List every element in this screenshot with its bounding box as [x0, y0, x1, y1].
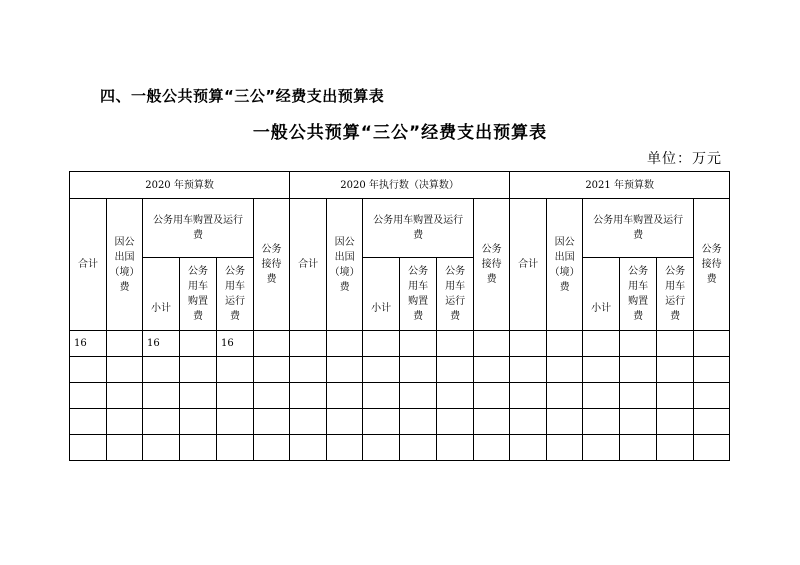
table-cell — [143, 357, 180, 383]
table-cell — [290, 435, 327, 461]
subtotal-header: 小计 — [143, 258, 180, 331]
table-cell — [180, 383, 217, 409]
table-cell — [583, 409, 620, 435]
table-cell — [474, 357, 510, 383]
vehicle-purchase-header — [180, 258, 217, 331]
table-cell — [363, 383, 400, 409]
table-row — [70, 383, 730, 409]
table-cell — [510, 331, 547, 357]
group-header-1: 2020 年执行数（决算数） — [290, 172, 510, 199]
table-cell — [510, 409, 547, 435]
table-cell — [217, 409, 254, 435]
table-cell — [143, 383, 180, 409]
table-cell: 16 — [70, 331, 107, 357]
vehicle-operation-header-line: 用车 — [225, 281, 245, 292]
reception-header-line: 接待 — [701, 259, 722, 270]
vehicle-purchase-header-line: 公务 — [408, 266, 429, 277]
reception-header — [254, 199, 290, 331]
vehicle-operation-header-line: 公务 — [445, 266, 466, 277]
subtotal-header: 小计 — [363, 258, 400, 331]
table-cell — [620, 409, 657, 435]
reception-header-line: 费 — [486, 274, 497, 285]
abroad-header-line: （境） — [329, 266, 360, 278]
table-cell — [180, 331, 217, 357]
vehicle-purchase-header-line: 费 — [633, 311, 644, 322]
vehicle-operation-header-line: 费 — [670, 311, 681, 322]
vehicle-operation-header-line: 费 — [230, 311, 240, 322]
vehicle-header — [363, 199, 474, 258]
abroad-header-line: 因公 — [554, 236, 575, 248]
vehicle-purchase-header-line: 购置 — [188, 296, 208, 307]
group-header-0: 2020 年预算数 — [70, 172, 290, 199]
table-cell — [620, 357, 657, 383]
table-cell — [547, 409, 583, 435]
table-cell — [290, 383, 327, 409]
reception-header-line: 费 — [266, 274, 277, 285]
table-cell — [70, 409, 107, 435]
table-cell — [694, 435, 730, 461]
vehicle-header-line: 费 — [193, 230, 203, 241]
table-cell — [363, 409, 400, 435]
table-cell — [107, 331, 143, 357]
table-cell — [437, 409, 474, 435]
reception-header-line: 公务 — [701, 244, 722, 255]
reception-header-line: 接待 — [261, 259, 282, 270]
total-header: 合计 — [290, 199, 327, 331]
table-row — [70, 357, 730, 383]
abroad-header-line: 出国 — [554, 251, 575, 263]
table-cell — [437, 357, 474, 383]
table-cell — [254, 435, 290, 461]
vehicle-purchase-header-line: 费 — [413, 311, 424, 322]
table-cell — [70, 357, 107, 383]
table-cell — [620, 331, 657, 357]
abroad-header-line: 费 — [119, 281, 130, 293]
table-cell — [620, 383, 657, 409]
table-cell — [437, 435, 474, 461]
abroad-header-line: 出国 — [114, 251, 135, 263]
table-cell — [620, 435, 657, 461]
vehicle-operation-header-line: 运行 — [445, 296, 466, 307]
table-cell — [217, 357, 254, 383]
table-cell — [694, 383, 730, 409]
table-cell — [547, 383, 583, 409]
table-cell — [327, 331, 363, 357]
reception-header-line: 接待 — [481, 259, 502, 270]
vehicle-operation-header-line: 运行 — [665, 296, 686, 307]
table-cell — [474, 383, 510, 409]
vehicle-purchase-header-line: 用车 — [188, 281, 208, 292]
table-cell — [400, 435, 437, 461]
table-cell — [583, 357, 620, 383]
vehicle-purchase-header-line: 公务 — [628, 266, 649, 277]
table-cell — [290, 331, 327, 357]
table-cell — [694, 331, 730, 357]
table-cell — [547, 357, 583, 383]
total-header: 合计 — [70, 199, 107, 331]
vehicle-header-line: 费 — [413, 230, 424, 241]
table-cell — [107, 409, 143, 435]
vehicle-header — [143, 199, 254, 258]
table-cell — [254, 357, 290, 383]
table-cell — [657, 383, 694, 409]
vehicle-operation-header — [437, 258, 474, 331]
table-cell — [694, 357, 730, 383]
table-cell — [217, 435, 254, 461]
reception-header-line: 公务 — [481, 244, 502, 255]
table-cell — [694, 409, 730, 435]
subtotal-header: 小计 — [583, 258, 620, 331]
vehicle-operation-header — [217, 258, 254, 331]
abroad-header — [327, 199, 363, 331]
table-cell — [510, 383, 547, 409]
table-cell — [363, 435, 400, 461]
table-cell — [657, 331, 694, 357]
vehicle-purchase-header-line: 费 — [193, 311, 203, 322]
table-cell — [327, 383, 363, 409]
table-cell — [327, 435, 363, 461]
abroad-header — [107, 199, 143, 331]
table-cell — [327, 409, 363, 435]
table-cell — [107, 383, 143, 409]
vehicle-header-line: 费 — [633, 230, 644, 241]
table-cell — [400, 331, 437, 357]
table-cell — [290, 357, 327, 383]
abroad-header-line: 因公 — [334, 236, 355, 248]
table-row — [70, 331, 730, 357]
table-cell — [363, 357, 400, 383]
vehicle-header-line: 公务用车购置及运行 — [153, 215, 243, 226]
table-cell — [254, 383, 290, 409]
reception-header-line: 费 — [706, 274, 717, 285]
group-header-2: 2021 年预算数 — [510, 172, 730, 199]
table-cell — [583, 331, 620, 357]
table-row — [70, 435, 730, 461]
table-row — [70, 409, 730, 435]
section-heading: 四、一般公共预算“三公”经费支出预算表 — [100, 87, 385, 105]
table-cell — [547, 435, 583, 461]
table-cell — [583, 383, 620, 409]
reception-header — [474, 199, 510, 331]
table-cell: 16 — [143, 331, 180, 357]
table-cell — [657, 357, 694, 383]
abroad-header-line: （境） — [549, 266, 580, 278]
table-cell — [547, 331, 583, 357]
vehicle-operation-header-line: 公务 — [225, 266, 245, 277]
table-cell — [70, 435, 107, 461]
table-cell — [583, 435, 620, 461]
abroad-header-line: 费 — [339, 281, 350, 293]
vehicle-operation-header-line: 用车 — [445, 281, 466, 292]
table-cell — [363, 331, 400, 357]
vehicle-header-line: 公务用车购置及运行 — [593, 215, 684, 226]
table-cell — [400, 357, 437, 383]
table-title: 一般公共预算“三公”经费支出预算表 — [252, 123, 548, 143]
table-cell — [107, 435, 143, 461]
vehicle-header — [583, 199, 694, 258]
table-cell — [474, 331, 510, 357]
vehicle-purchase-header-line: 购置 — [408, 296, 429, 307]
three-public-expense-table — [69, 171, 730, 461]
abroad-header-line: （境） — [109, 266, 140, 278]
vehicle-operation-header-line: 公务 — [665, 266, 686, 277]
reception-header — [694, 199, 730, 331]
table-cell — [474, 435, 510, 461]
table-cell — [657, 409, 694, 435]
table-cell — [70, 383, 107, 409]
table-cell — [657, 435, 694, 461]
table-cell — [400, 409, 437, 435]
table-cell — [510, 357, 547, 383]
vehicle-operation-header-line: 用车 — [665, 281, 686, 292]
abroad-header — [547, 199, 583, 331]
table-cell — [143, 409, 180, 435]
table-cell — [254, 409, 290, 435]
table-cell — [254, 331, 290, 357]
vehicle-operation-header — [657, 258, 694, 331]
vehicle-purchase-header — [400, 258, 437, 331]
table-cell — [474, 409, 510, 435]
vehicle-header-line: 公务用车购置及运行 — [373, 215, 464, 226]
table-cell — [143, 435, 180, 461]
vehicle-purchase-header-line: 公务 — [188, 266, 208, 277]
table-cell — [510, 435, 547, 461]
abroad-header-line: 因公 — [114, 236, 135, 248]
table-cell — [437, 331, 474, 357]
vehicle-operation-header-line: 费 — [450, 311, 461, 322]
unit-label: 单位：万元 — [647, 151, 722, 167]
table-cell — [400, 383, 437, 409]
table-cell — [437, 383, 474, 409]
table-cell — [180, 357, 217, 383]
table-cell: 16 — [217, 331, 254, 357]
table-cell — [217, 383, 254, 409]
abroad-header-line: 费 — [559, 281, 570, 293]
table-cell — [180, 435, 217, 461]
table-cell — [290, 409, 327, 435]
vehicle-purchase-header-line: 用车 — [628, 281, 649, 292]
reception-header-line: 公务 — [261, 244, 282, 255]
vehicle-purchase-header — [620, 258, 657, 331]
table-cell — [107, 357, 143, 383]
total-header: 合计 — [510, 199, 547, 331]
table-cell — [327, 357, 363, 383]
vehicle-purchase-header-line: 购置 — [628, 296, 649, 307]
table-cell — [180, 409, 217, 435]
abroad-header-line: 出国 — [334, 251, 355, 263]
vehicle-purchase-header-line: 用车 — [408, 281, 429, 292]
vehicle-operation-header-line: 运行 — [225, 296, 245, 307]
